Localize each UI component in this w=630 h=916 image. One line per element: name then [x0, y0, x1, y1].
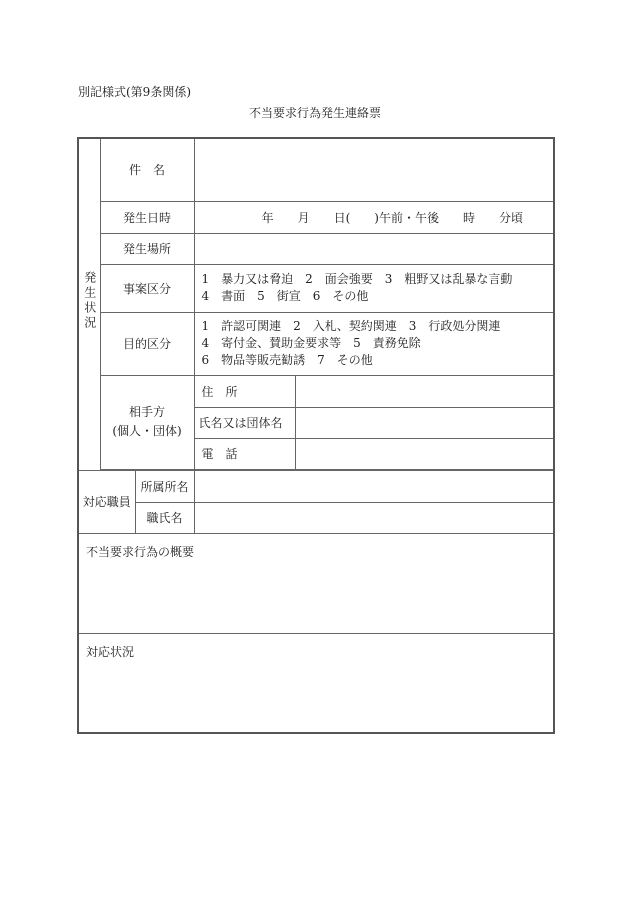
party-phone-label: 電 話 [194, 438, 295, 469]
party-label-line1: 相手方 [129, 405, 166, 419]
party-label [100, 375, 194, 469]
party-label-line2: (個人・団体) [112, 424, 182, 438]
subject-label: 件 名 [100, 138, 194, 201]
place-label: 発生場所 [100, 233, 194, 264]
staff-office-field[interactable] [194, 470, 554, 502]
form-reference-note: 別記様式(第9条関係) [78, 85, 191, 99]
party-phone-field[interactable] [295, 438, 554, 469]
purpose-label: 目的区分 [100, 312, 194, 375]
staff-label: 対応職員 [78, 470, 135, 533]
staff-office-label: 所属所名 [135, 470, 194, 502]
category-option-line: 1 暴力又は脅迫 2 面会強要 3 粗野又は乱暴な言動 [201, 272, 513, 286]
purpose-option-line: 6 物品等販売勧誘 7 その他 [201, 353, 373, 367]
incident-report-form [77, 137, 555, 734]
datetime-label: 発生日時 [100, 201, 194, 233]
summary-label: 不当要求行為の概要 [86, 544, 195, 559]
purpose-option-line: 1 許認可関連 2 入札、契約関連 3 行政処分関連 [201, 319, 501, 333]
response-label: 対応状況 [86, 644, 135, 659]
occurrence-section-text: 発生状況 [82, 271, 97, 332]
staff-name-field[interactable] [194, 502, 554, 533]
summary-field[interactable] [78, 533, 554, 633]
party-name-label: 氏名又は団体名 [194, 407, 295, 438]
staff-name-label: 職氏名 [135, 502, 194, 533]
purpose-option-line: 4 寄付金、賛助金要求等 5 責務免除 [201, 336, 421, 350]
occurrence-section-label [78, 138, 100, 470]
party-name-field[interactable] [295, 407, 554, 438]
party-address-field[interactable] [295, 375, 554, 407]
purpose-options[interactable] [194, 312, 554, 375]
category-options[interactable] [194, 264, 554, 312]
category-option-line: 4 書面 5 街宣 6 その他 [201, 289, 369, 303]
party-address-label: 住 所 [194, 375, 295, 407]
response-field[interactable] [78, 633, 554, 733]
category-label: 事案区分 [100, 264, 194, 312]
place-field[interactable] [194, 233, 554, 264]
subject-field[interactable] [194, 138, 554, 201]
page-title: 不当要求行為発生連絡票 [248, 106, 381, 120]
datetime-field[interactable]: 年 月 日( )午前・午後 時 分頃 [194, 201, 554, 233]
